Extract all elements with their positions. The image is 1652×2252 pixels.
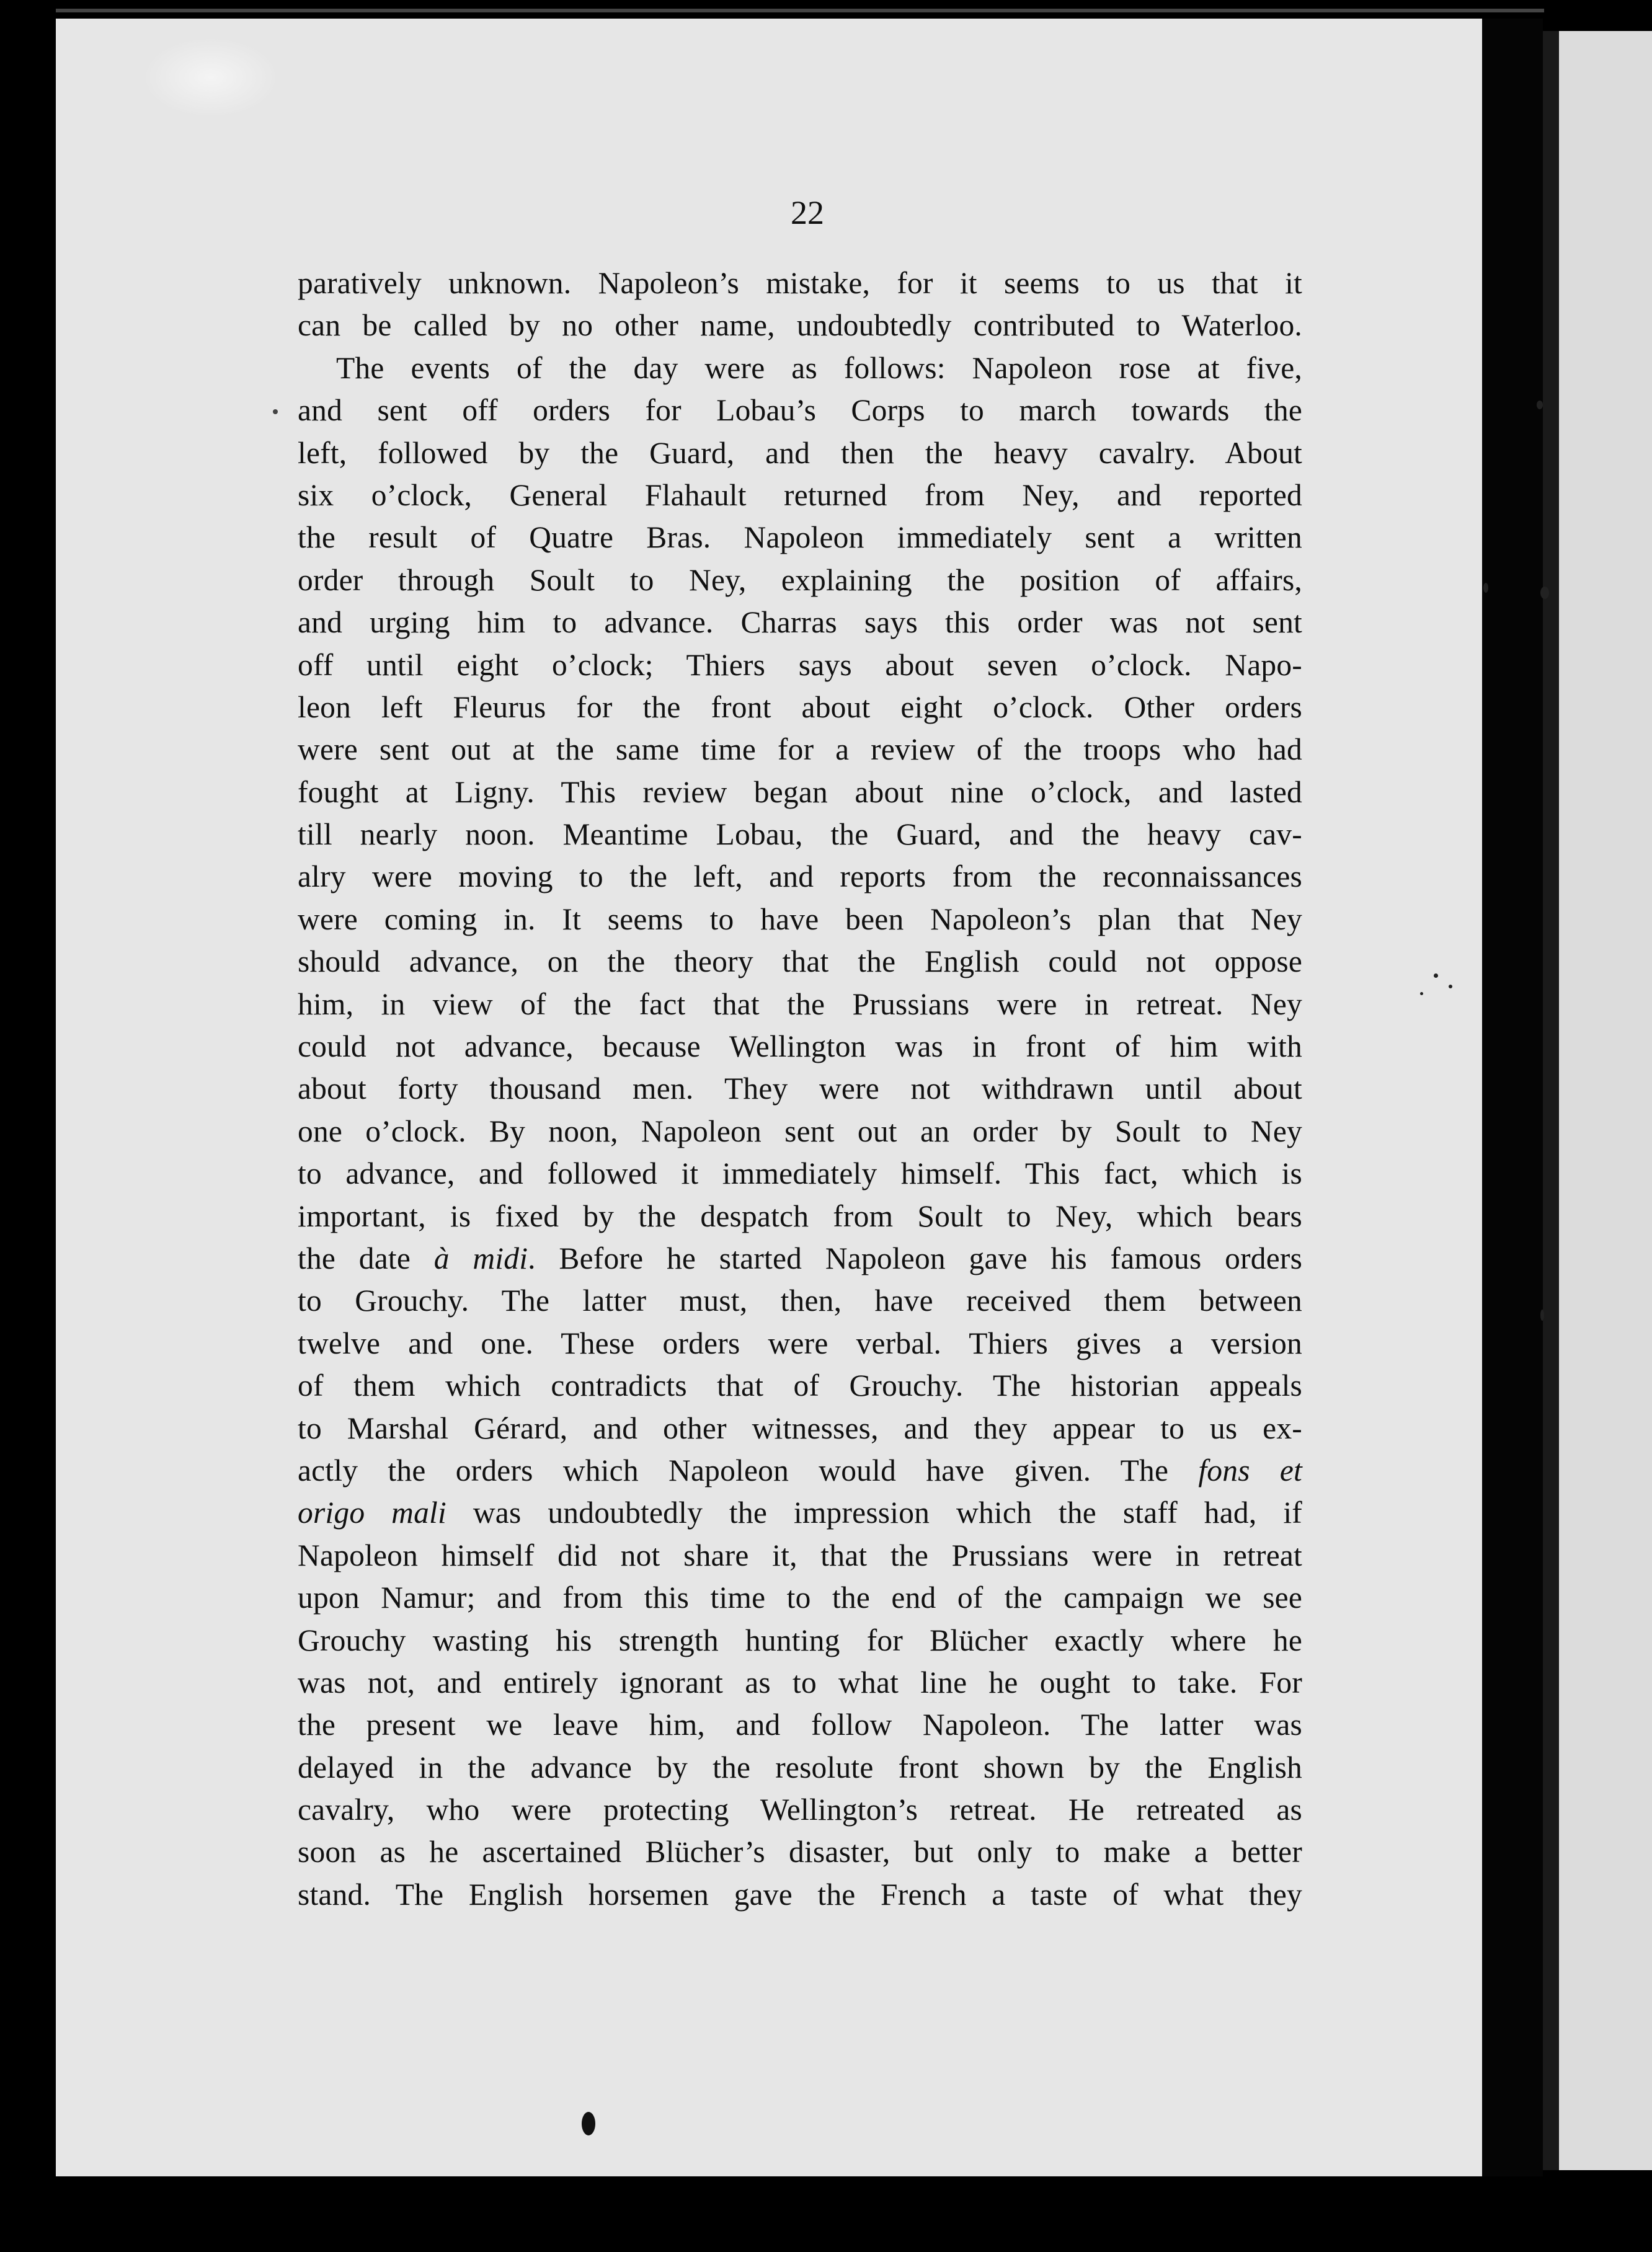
- text-line: upon Namur; and from this time to the end of the campaign we see: [298, 1580, 1302, 1615]
- ink-speck: [1449, 985, 1452, 988]
- text-line: Napoleon himself did not share it, that the Prussians were in retreat: [298, 1538, 1302, 1572]
- text-line: of them which contradicts that of Grouchy. The historian appeals: [298, 1368, 1302, 1403]
- ink-speck: [1540, 1310, 1544, 1321]
- text-line: soon as he ascertained Blücher’s disaster, but only to make a better: [298, 1835, 1302, 1869]
- text-line: should advance, on the theory that the English could not oppose: [298, 944, 1302, 979]
- text-line: were sent out at the same time for a review of the troops who had: [298, 732, 1302, 767]
- text-line: him, in view of the fact that the Prussians were in retreat. Ney: [298, 986, 1302, 1021]
- text-line: stand. The English horsemen gave the French a taste of what they: [298, 1877, 1302, 1912]
- ink-speck: [1537, 401, 1543, 409]
- text-line: cavalry, who were protecting Wellington’s retreat. He retreated as: [298, 1793, 1302, 1827]
- text-line: about forty thousand men. They were not withdrawn until about: [298, 1071, 1302, 1106]
- text-line: and urging him to advance. Charras says this order was not sent: [298, 605, 1302, 640]
- text-line: delayed in the advance by the resolute front shown by the English: [298, 1750, 1302, 1784]
- text-line: origo mali was undoubtedly the impression which the staff had, if: [298, 1496, 1302, 1530]
- text-line: The events of the day were as follows: Napoleon rose at five,: [336, 350, 1302, 385]
- facing-page-shadow: [1543, 31, 1559, 2170]
- ink-blot: [582, 2112, 595, 2135]
- text-line: important, is fixed by the despatch from Soult to Ney, which bears: [298, 1199, 1302, 1233]
- text-line: left, followed by the Guard, and then the heavy cavalry. About: [298, 435, 1302, 470]
- text-line: were coming in. It seems to have been Napoleon’s plan that Ney: [298, 902, 1302, 936]
- page-number: 22: [791, 194, 824, 231]
- text-line: the result of Quatre Bras. Napoleon immediately sent a written: [298, 520, 1302, 555]
- text-line: actly the orders which Napoleon would have given. The fons et: [298, 1453, 1303, 1487]
- text-line: to advance, and followed it immediately himself. This fact, which is: [298, 1156, 1302, 1191]
- ink-speck: [1483, 583, 1488, 593]
- text-line: twelve and one. These orders were verbal. Thiers gives a version: [298, 1326, 1302, 1360]
- body-text: [298, 262, 1302, 1916]
- ink-speck: [1540, 587, 1549, 599]
- text-line: paratively unknown. Napoleon’s mistake, for it seems to us that it: [298, 266, 1302, 300]
- text-line: six o’clock, General Flahault returned from Ney, and reported: [298, 477, 1302, 512]
- text-line: can be called by no other name, undoubtedly contributed to Waterloo.: [298, 308, 1302, 343]
- text-line: one o’clock. By noon, Napoleon sent out an order by Soult to Ney: [298, 1114, 1302, 1148]
- facing-page-edge: [1543, 31, 1652, 2170]
- text-line: till nearly noon. Meantime Lobau, the Guard, and the heavy cav-: [298, 817, 1302, 852]
- ink-speck: [273, 409, 278, 414]
- ink-speck: [1434, 973, 1438, 978]
- text-line: off until eight o’clock; Thiers says about seven o’clock. Napo-: [298, 647, 1302, 682]
- top-edge-rule: [56, 9, 1544, 12]
- ink-speck: [1420, 992, 1423, 995]
- text-line: to Marshal Gérard, and other witnesses, and they appear to us ex-: [298, 1411, 1302, 1445]
- text-line: leon left Fleurus for the front about eight o’clock. Other orders: [298, 689, 1302, 724]
- text-line: order through Soult to Ney, explaining the position of affairs,: [298, 562, 1302, 597]
- book-gutter: [1482, 19, 1543, 2176]
- text-line: alry were moving to the left, and reports from the reconnaissances: [298, 859, 1302, 894]
- text-line: to Grouchy. The latter must, then, have received them between: [298, 1283, 1302, 1318]
- text-line: the present we leave him, and follow Napoleon. The latter was: [298, 1708, 1302, 1742]
- text-line: the date à midi. Before he started Napoleon gave his famous orders: [298, 1241, 1303, 1275]
- text-line: and sent off orders for Lobau’s Corps to march towards the: [298, 393, 1302, 428]
- text-line: Grouchy wasting his strength hunting for Blücher exactly where he: [298, 1623, 1302, 1657]
- paper-smudge: [143, 37, 279, 118]
- text-line: was not, and entirely ignorant as to what line he ought to take. For: [298, 1665, 1302, 1700]
- text-line: could not advance, because Wellington was in front of him with: [298, 1029, 1302, 1064]
- text-line: fought at Ligny. This review began about nine o’clock, and lasted: [298, 774, 1302, 809]
